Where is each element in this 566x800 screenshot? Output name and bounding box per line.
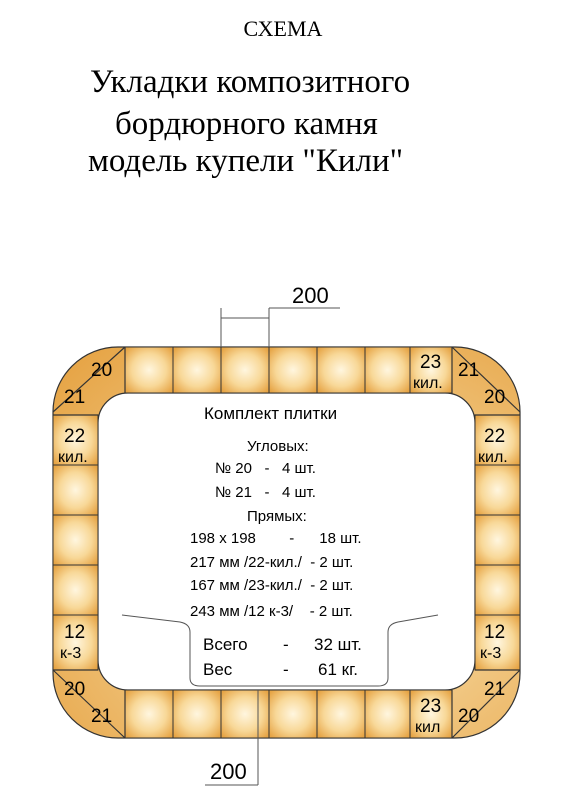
tile-22-right-sub: кил. — [478, 449, 508, 466]
top-tile-row — [125, 347, 452, 393]
kit-weight-dash: - — [283, 660, 289, 679]
tile-23-top-num: 23 — [420, 352, 442, 373]
tile-21-top-right: 21 — [458, 360, 480, 381]
tile-21-bottom-left: 21 — [91, 706, 113, 727]
kit-straight-line-2: 217 мм /22-кил./ - 2 шт. — [190, 554, 354, 571]
tile-20-top-right: 20 — [484, 387, 506, 408]
kit-weight-label: Вес — [203, 660, 233, 679]
kit-weight-value: 61 кг. — [318, 660, 358, 679]
tile-12-left-num: 12 — [64, 622, 86, 643]
kit-total-dash: - — [283, 635, 289, 654]
dimension-top: 200 — [292, 283, 329, 308]
tile-22-right-num: 22 — [484, 426, 506, 447]
tile-12-left-sub: к-3 — [60, 645, 82, 662]
tile-22-left-sub: кил. — [58, 449, 88, 466]
kit-corner-heading: Угловых: — [247, 438, 309, 455]
tile-20-bottom-left: 20 — [64, 679, 86, 700]
kit-total-value: 32 шт. — [314, 635, 362, 654]
kit-straight-line-3: 167 мм /23-кил./ - 2 шт. — [190, 577, 354, 594]
tile-12-right-sub: к-3 — [480, 645, 502, 662]
tile-23-top-sub: кил. — [413, 375, 443, 392]
tile-23-bottom-num: 23 — [420, 696, 442, 717]
title-line-2: бордюрного камня — [115, 106, 378, 142]
kit-corner-line-2: № 21 - 4 шт. — [215, 484, 316, 501]
tile-23-bottom-sub: кил — [415, 719, 441, 736]
kit-straight-line-4: 243 мм /12 к-3/ - 2 шт. — [190, 603, 353, 620]
title-line-3: модель купели "Кили" — [88, 143, 404, 179]
kit-straight-line-1: 198 х 198 - 18 шт. — [190, 530, 362, 547]
kit-straight-heading: Прямых: — [247, 508, 307, 525]
bottom-tile-row — [125, 690, 452, 738]
kit-corner-line-1: № 20 - 4 шт. — [215, 460, 316, 477]
tile-21-bottom-right: 21 — [484, 679, 506, 700]
tile-20-top-left: 20 — [91, 360, 113, 381]
kit-title: Комплект плитки — [204, 404, 338, 423]
tile-12-right-num: 12 — [484, 622, 506, 643]
title-line-1: Укладки композитного — [90, 64, 411, 100]
dimension-bottom: 200 — [210, 759, 247, 784]
tile-22-left-num: 22 — [64, 426, 86, 447]
scheme-label: СХЕМА — [243, 16, 323, 41]
tile-21-top-left: 21 — [64, 387, 86, 408]
kit-total-label: Всего — [203, 635, 248, 654]
tile-20-bottom-right: 20 — [458, 706, 480, 727]
